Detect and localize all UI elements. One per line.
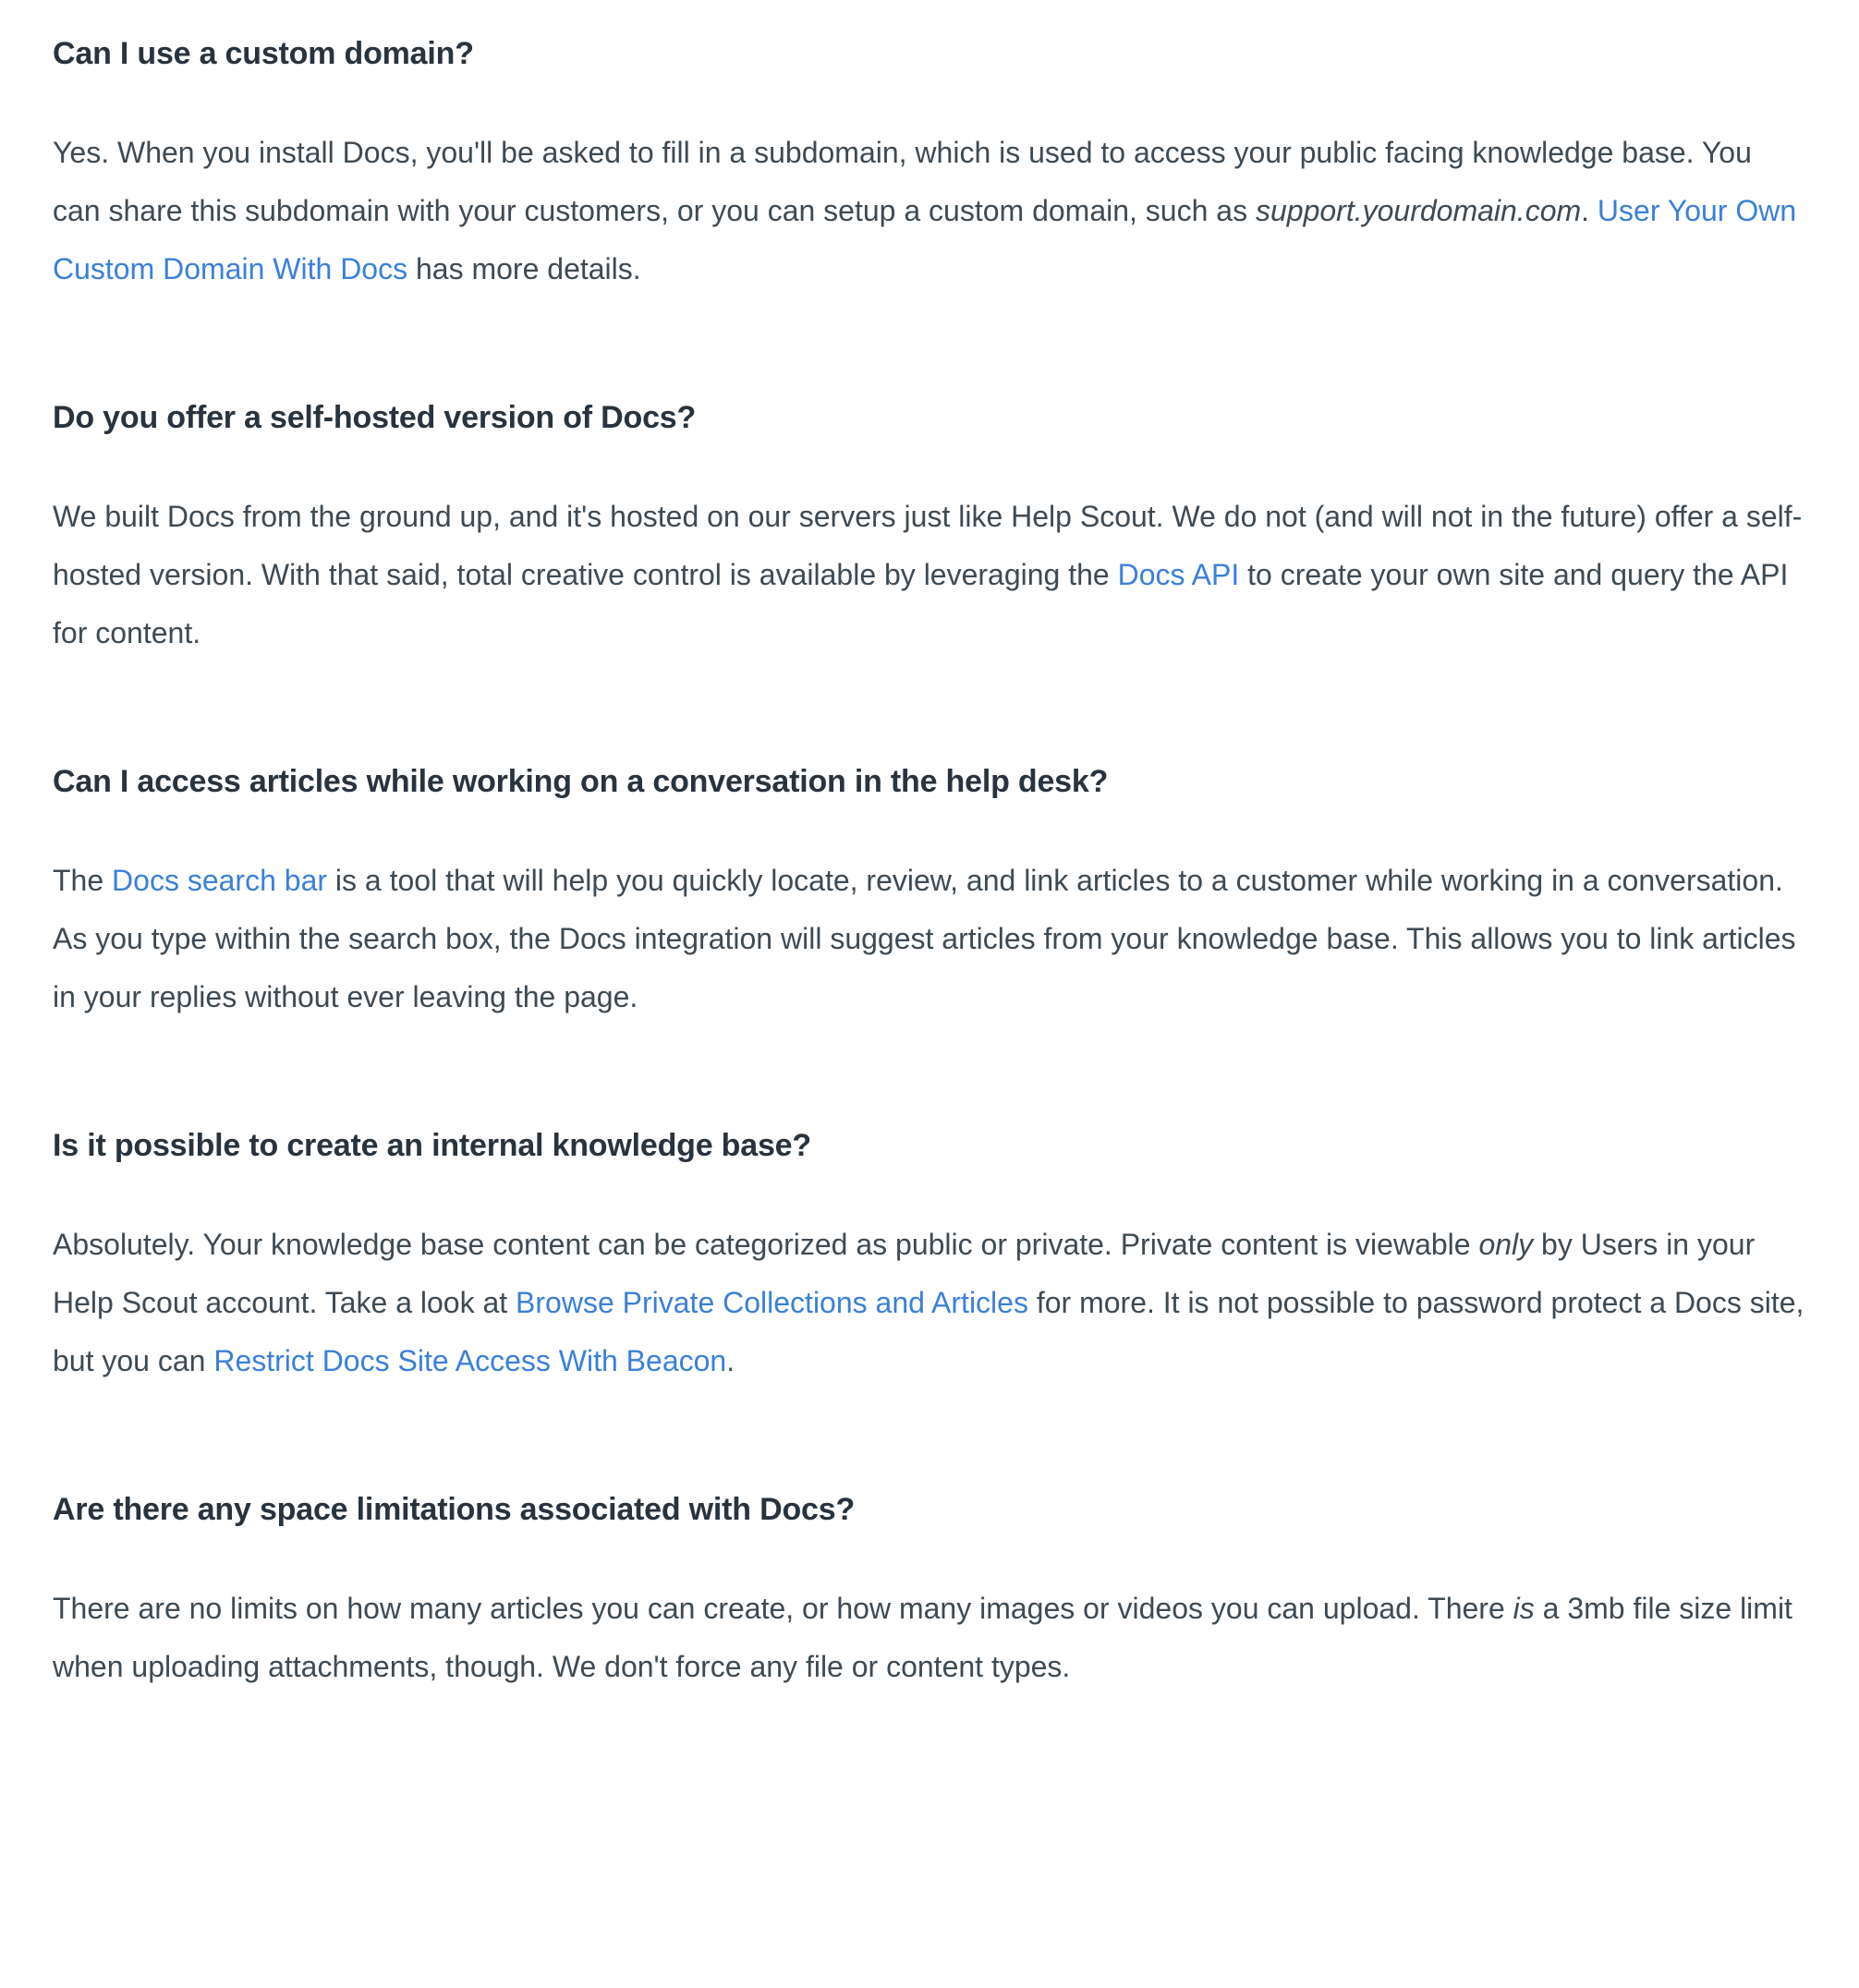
italic-text: support.yourdomain.com xyxy=(1255,194,1582,227)
answer-text: Yes. When you install Docs, you'll be asked to fill in a subdomain, which is used to access your public facing knowledge base. You can share this subdomain with your customers, or you can setup a custom domain, such as xyxy=(53,136,1752,227)
answer-text: . xyxy=(1581,194,1598,227)
answer-text: has more details. xyxy=(407,252,641,285)
faq-section-access-articles xyxy=(53,759,1806,1026)
faq-question-heading: Can I access articles while working on a conversation in the help desk? xyxy=(53,764,1109,799)
answer-text: by Users in your Help Scout account. Take a look at xyxy=(53,1228,1756,1319)
faq-answer xyxy=(53,488,1806,662)
inline-link[interactable]: Docs API xyxy=(1117,558,1240,591)
answer-text: a 3mb file size limit when uploading attachments, though. We don't force any file or content types. xyxy=(53,1592,1792,1683)
answer-text: There are no limits on how many articles you can create, or how many images or videos you can upload. There xyxy=(53,1592,1513,1625)
answer-text: Absolutely. Your knowledge base content can be categorized as public or private. Private content is viewable xyxy=(53,1228,1479,1261)
faq-section-space-limitations xyxy=(53,1487,1806,1696)
italic-text: only xyxy=(1478,1228,1534,1261)
faq-question-heading: Can I use a custom domain? xyxy=(53,36,474,71)
faq-question-heading: Is it possible to create an internal knowledge base? xyxy=(53,1128,811,1163)
answer-text: The xyxy=(53,864,113,897)
faq-answer xyxy=(53,1580,1806,1696)
answer-text: to create your own site and query the API for content. xyxy=(53,558,1789,649)
inline-link[interactable]: Docs search bar xyxy=(112,864,328,897)
faq-question-heading: Are there any space limitations associated with Docs? xyxy=(53,1492,856,1527)
answer-text: . xyxy=(726,1344,735,1377)
inline-link[interactable]: Browse Private Collections and Articles xyxy=(516,1286,1028,1319)
faq-answer xyxy=(53,852,1806,1026)
answer-text: is a tool that will help you quickly locate, review, and link articles to a customer while working in a conversation. As you type within the search box, the Docs integration will suggest articles from your knowledge base. This allows you to link articles in your replies without ever leaving the page. xyxy=(53,864,1796,1013)
answer-text: for more. It is not possible to password protect a Docs site, but you can xyxy=(53,1286,1804,1377)
faq-section-internal-knowledge-base xyxy=(53,1123,1806,1390)
faq-answer xyxy=(53,1216,1806,1390)
italic-text: is xyxy=(1513,1592,1535,1625)
answer-text: We built Docs from the ground up, and it's hosted on our servers just like Help Scout. We do not (and will not in the future) offer a self-hosted version. With that said, total creative control is available by leveraging the xyxy=(53,500,1803,591)
faq-question-heading: Do you offer a self-hosted version of Docs? xyxy=(53,400,697,435)
inline-link[interactable]: Restrict Docs Site Access With Beacon xyxy=(213,1344,727,1377)
faq-section-custom-domain xyxy=(53,31,1806,298)
faq-answer xyxy=(53,124,1806,298)
inline-link[interactable]: User Your Own Custom Domain With Docs xyxy=(53,194,1797,285)
faq-section-self-hosted xyxy=(53,395,1806,662)
